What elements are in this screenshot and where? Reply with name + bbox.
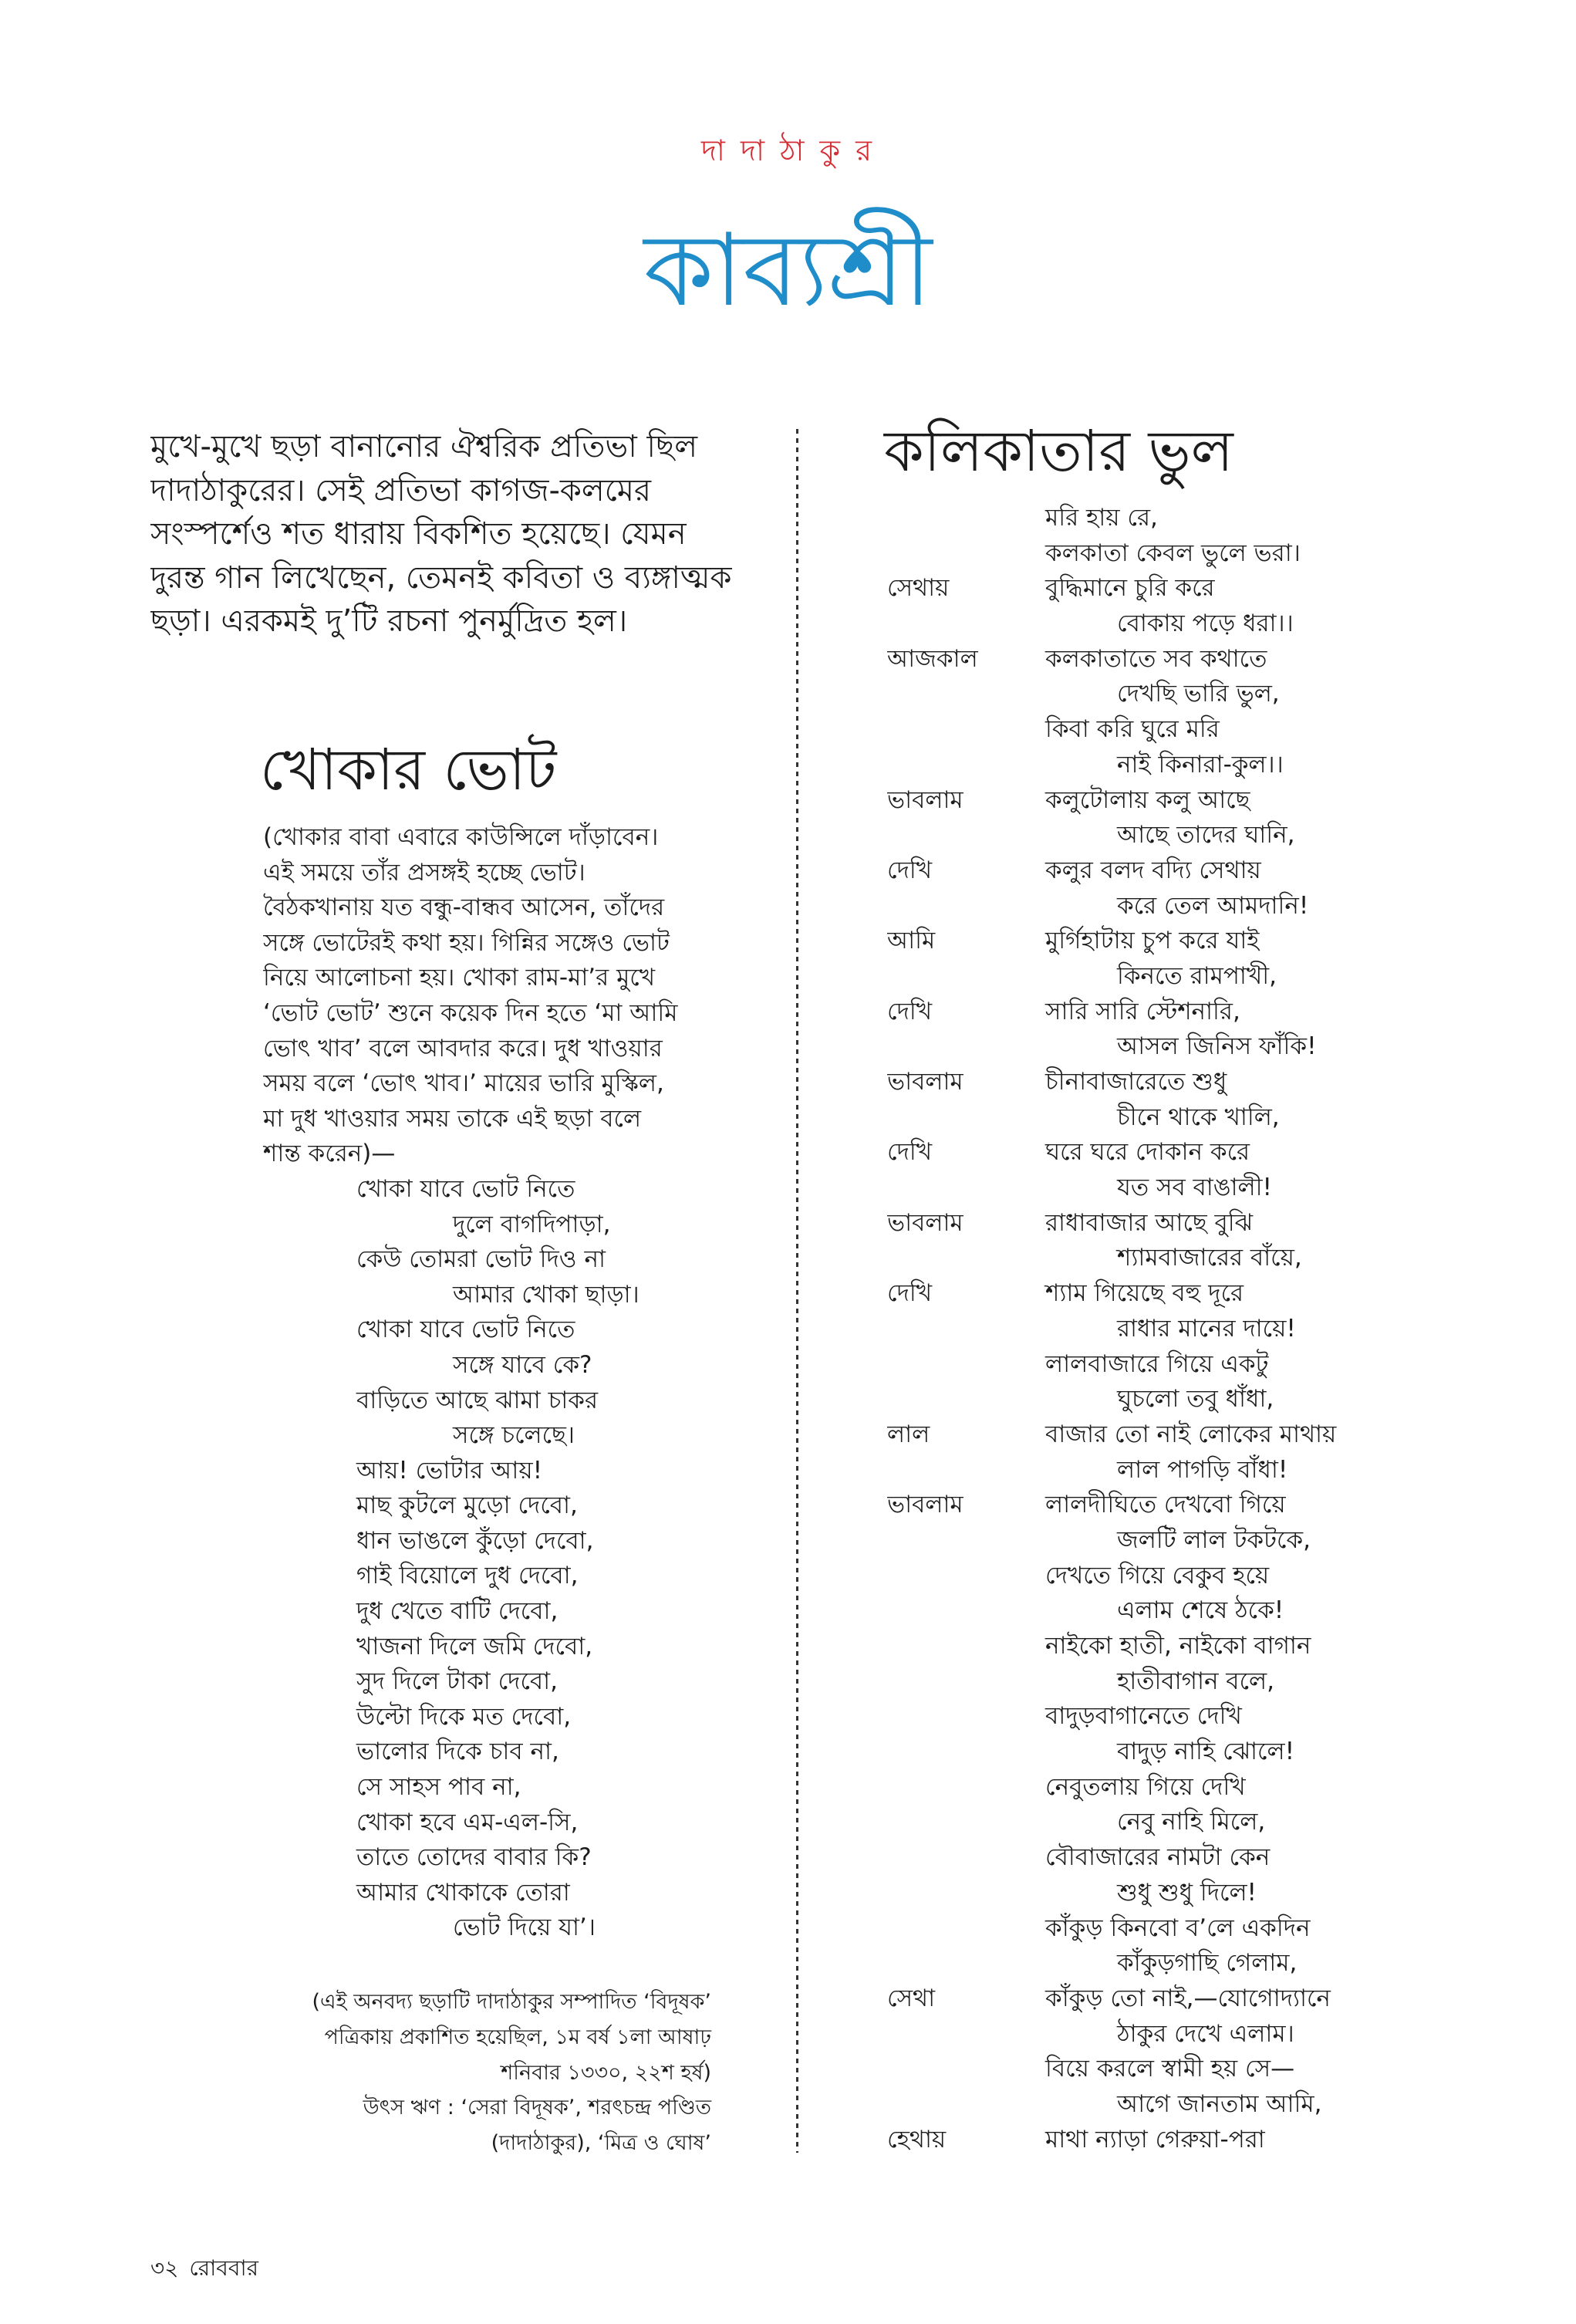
margin-label: ভাবলাম [887,785,963,814]
line-text: রাধাবাজার আছে বুঝি [1045,1208,1254,1237]
line-text: মরি হায় রে, [1045,504,1158,532]
poem-line [887,1946,1551,1981]
line-text: আসল জিনিস ফাঁকি! [1117,1032,1317,1061]
poem-line [887,1135,1551,1170]
verse-line: ধান ভাঙলে কুঁড়ো দেবো, [356,1526,594,1555]
intro-line: মুখে-মুখে ছড়া বানানোর ঐশ্বরিক প্রতিভা ছিল [150,429,698,464]
section-label: দা দা ঠা কু র [700,133,876,167]
line-text: আছে তাদের ঘানি, [1117,821,1295,850]
prose-line: ভোৎ খাব’ বলে আবদার করে। দুধ খাওয়ার [263,1034,663,1062]
note-line: পত্রিকায় প্রকাশিত হয়েছিল, ১ম বর্ষ ১লা আষাঢ় [324,2025,711,2049]
prose-line: (খোকার বাবা এবারে কাউন্সিলে দাঁড়াবেন। [263,823,659,851]
note-line: উৎস ঋণ : ‘সেরা বিদূষক’, শরৎচন্দ্র পণ্ডিত [363,2096,711,2120]
line-text: কাঁকুড় তো নাই,—যোগোদ্যানে [1045,1984,1331,2012]
prose-line: নিয়ে আলোচনা হয়। খোকা রাম-মা’র মুখে [263,964,656,992]
prose-line: মা দুধ খাওয়ার সময় তাকে এই ছড়া বলে [263,1104,642,1133]
poem-line [887,1770,1551,1805]
line-text: রাধার মানের দায়ে! [1117,1314,1296,1343]
line-text: বাজার তো নাই লোকের মাথায় [1045,1420,1337,1448]
right-poem-title: কলিকাতার ভুল [884,418,1233,485]
note-line: (দাদাঠাকুর), ‘মিত্র ও ঘোষ’ [491,2131,711,2156]
poem-line [887,959,1551,995]
poem-line [887,1276,1551,1312]
poem-line [887,889,1551,924]
poem-line [887,1170,1551,1206]
line-text: বাদুড় নাহি ঝোলে! [1117,1738,1295,1766]
verse-line: খোকা যাবে ভোট নিতে [356,1174,575,1203]
line-text: করে তেল আমদানি! [1117,891,1309,920]
poem-line [887,677,1551,712]
verse-line: দুলে বাগদিপাড়া, [453,1210,611,1238]
line-text: মুর্গিহাটায় চুপ করে যাই [1045,927,1260,955]
poem-line [887,1805,1551,1840]
intro-line: ছড়া। এরকমই দু’টি রচনা পুনর্মুদ্রিত হল। [150,603,628,639]
line-text: জলটি লাল টকটকে, [1117,1525,1311,1554]
margin-label: দেখি [887,1279,933,1308]
margin-label: দেখি [887,997,933,1025]
verse-line: দুধ খেতে বাটি দেবো, [356,1597,559,1626]
line-text: বৌবাজারের নামটা কেন [1045,1843,1271,1872]
line-text: কাঁকুড়গাছি গেলাম, [1117,1949,1298,1978]
poem-line [887,853,1551,889]
poem-line [887,2087,1551,2123]
line-text: যত সব বাঙালী! [1117,1174,1272,1202]
intro-paragraph [150,425,783,643]
poem-line [887,1629,1551,1664]
verse-line: সঙ্গে চলেছে। [453,1421,575,1450]
margin-label: লাল [887,1420,930,1448]
left-poem-title: খোকার ভোট [260,737,557,803]
prose-line: সময় বলে ‘ভোৎ খাব।’ মায়ের ভারি মুস্কিল, [263,1069,664,1098]
poem-line [887,1312,1551,1347]
verse-line: মাছ কুটলে মুড়ো দেবো, [356,1491,578,1520]
verse-line: আমার খোকা ছাড়া। [453,1280,640,1309]
line-text: আগে জানতাম আমি, [1117,2089,1322,2118]
line-text: কাঁকুড় কিনবো ব’লে একদিন [1045,1914,1311,1942]
line-text: শ্যামবাজারের বাঁয়ে, [1117,1244,1302,1272]
column-divider [796,429,798,2153]
verse-line: আয়! ভোটার আয়! [356,1456,543,1485]
margin-label: সেথা [887,1984,936,2012]
verse-line: উল্টো দিকে মত দেবো, [356,1702,572,1731]
poem-line [887,2017,1551,2052]
poem-line [887,571,1551,606]
verse-line: খোকা যাবে ভোট নিতে [356,1316,575,1344]
page-number: ৩২ [150,2255,179,2281]
poem-line [887,1735,1551,1770]
margin-label: দেখি [887,856,933,884]
magazine-name: রোববার [189,2255,258,2281]
poem-line [887,1559,1551,1594]
intro-line: দাদাঠাকুরের। সেই প্রতিভা কাগজ-কলমের [150,472,651,508]
verse-line: সে সাহস পাব না, [356,1773,521,1802]
poem-line [887,1911,1551,1947]
poem-line [887,924,1551,959]
poem-line [887,712,1551,748]
line-text: হাতীবাগান বলে, [1117,1667,1274,1695]
line-text: লালবাজারে গিয়ে একটু [1045,1349,1269,1378]
margin-label: ভাবলাম [887,1208,963,1237]
line-text: বুদ্ধিমানে চুরি করে [1045,574,1215,603]
poem-line [887,1100,1551,1136]
poem-line [887,606,1551,642]
line-text: লালদীঘিতে দেখবো গিয়ে [1045,1491,1286,1519]
poem-line [887,1664,1551,1700]
line-text: বোকায় পড়ে ধরা।। [1117,610,1294,638]
poem-line [887,1840,1551,1876]
line-text: এলাম শেষে ঠকে! [1117,1596,1284,1625]
prose-line: এই সময়ে তাঁর প্রসঙ্গই হচ্ছে ভোট। [263,858,586,887]
poem-line [887,501,1551,536]
line-text: মাথা ন্যাড়া গেরুয়া-পরা [1045,2125,1265,2153]
margin-label: ভাবলাম [887,1491,963,1519]
line-text: চীনে থাকে খালি, [1117,1103,1280,1131]
line-text: ঘরে ঘরে দোকান করে [1045,1138,1250,1167]
left-poem-body [263,820,788,1946]
verse-line: বাড়িতে আছে ঝামা চাকর [356,1386,599,1414]
prose-line: সঙ্গে ভোটেরই কথা হয়। গিন্নির সঙ্গেও ভোট [263,928,670,957]
poem-line [887,2123,1551,2158]
note-line: (এই অনবদ্য ছড়াটি দাদাঠাকুর সম্পাদিত ‘বিদূষক’ [312,1990,711,2014]
verse-line: তাতে তোদের বাবার কি? [356,1843,592,1872]
poem-line [887,1699,1551,1735]
line-text: নাইকো হাতী, নাইকো বাগান [1045,1632,1311,1660]
poem-line [887,2052,1551,2087]
verse-line: খাজনা দিলে জমি দেবো, [356,1632,593,1660]
line-text: কলুর বলদ বদ্যি সেথায় [1045,856,1261,884]
verse-line: আমার খোকাকে তোরা [356,1878,570,1907]
intro-line: দুরন্ত গান লিখেছেন, তেমনই কবিতা ও ব্যঙ্গাত্মক [150,559,732,596]
poem-line [887,1593,1551,1629]
line-text: সারি সারি স্টেশনারি, [1045,997,1240,1025]
line-text: কিবা করি ঘুরে মরি [1045,715,1220,744]
margin-label: আজকাল [887,644,978,673]
line-text: শুধু শুধু দিলে! [1117,1878,1257,1907]
margin-label: দেখি [887,1138,933,1167]
margin-label: হেথায় [887,2125,947,2153]
poem-line [887,1453,1551,1488]
verse-line: সুদ দিলে টাকা দেবো, [356,1667,559,1696]
poem-line [887,1241,1551,1276]
poem-line [887,536,1551,572]
margin-label: আমি [887,927,936,955]
verse-line: খোকা হবে এম-এল-সি, [356,1808,579,1836]
verse-line: ভালোর দিকে চাব না, [356,1738,559,1766]
line-text: নেবুতলায় গিয়ে দেখি [1045,1772,1246,1801]
poem-line [887,783,1551,819]
line-text: কিনতে রামপাখী, [1117,961,1277,990]
poem-line [887,1488,1551,1523]
intro-line: সংস্পর্শেও শত ধারায় বিকশিত হয়েছে। যেমন [150,516,687,552]
note-line: শনিবার ১৩৩০, ২২শ হর্ষ) [501,2060,711,2085]
poem-line [887,748,1551,783]
prose-line: বৈঠকখানায় যত বন্ধু-বান্ধব আসেন, তাঁদের [263,893,665,922]
verse-line: সঙ্গে যাবে কে? [453,1350,592,1379]
poem-line [887,1347,1551,1383]
line-text: শ্যাম গিয়েছে বহু দূরে [1045,1279,1244,1308]
verse-line: ভোট দিয়ে যা’। [453,1914,596,1942]
line-text: বাদুড়বাগানেতে দেখি [1045,1702,1242,1731]
line-text: নেবু নাহি মিলে, [1117,1808,1266,1836]
poem-line [887,642,1551,677]
poem-line [887,1981,1551,2017]
line-text: কলকাতাতে সব কথাতে [1045,644,1267,673]
line-text: কলুটোলায় কলু আছে [1045,785,1250,814]
source-note [231,1985,711,2161]
poem-line [887,995,1551,1030]
poem-line [887,1876,1551,1911]
prose-line: ‘ভোট ভোট’ শুনে কয়েক দিন হতে ‘মা আমি [263,998,678,1027]
poem-line [887,818,1551,853]
poem-line [887,1382,1551,1417]
verse-line: কেউ তোমরা ভোট দিও না [356,1245,606,1274]
prose-line: শান্ত করেন)— [263,1140,396,1168]
poem-line [887,1523,1551,1559]
verse-line: গাই বিয়োলে দুধ দেবো, [356,1562,579,1590]
line-text: ঘুচলো তবু ধাঁধা, [1117,1385,1274,1414]
poem-line [887,1206,1551,1241]
line-text: নাই কিনারা-কুল।। [1117,750,1284,779]
line-text: দেখছি ভারি ভুল, [1117,680,1280,708]
line-text: কলকাতা কেবল ভুলে ভরা। [1045,539,1301,567]
margin-label: সেথায় [887,574,950,603]
line-text: ঠাকুর দেখে এলাম। [1117,2019,1294,2048]
right-poem-body [887,501,1551,2157]
line-text: দেখতে গিয়ে বেকুব হয়ে [1045,1561,1270,1589]
page-footer [150,2251,258,2285]
line-text: লাল পাগড়ি বাঁধা! [1117,1455,1288,1484]
page-title: কাব্যশ্রী [643,211,933,329]
line-text: বিয়ে করলে স্বামী হয় সে— [1045,2055,1295,2083]
poem-line [887,1029,1551,1065]
margin-label: ভাবলাম [887,1068,963,1096]
line-text: চীনাবাজারেতে শুধু [1045,1068,1227,1096]
poem-line [887,1417,1551,1453]
poem-line [887,1065,1551,1100]
